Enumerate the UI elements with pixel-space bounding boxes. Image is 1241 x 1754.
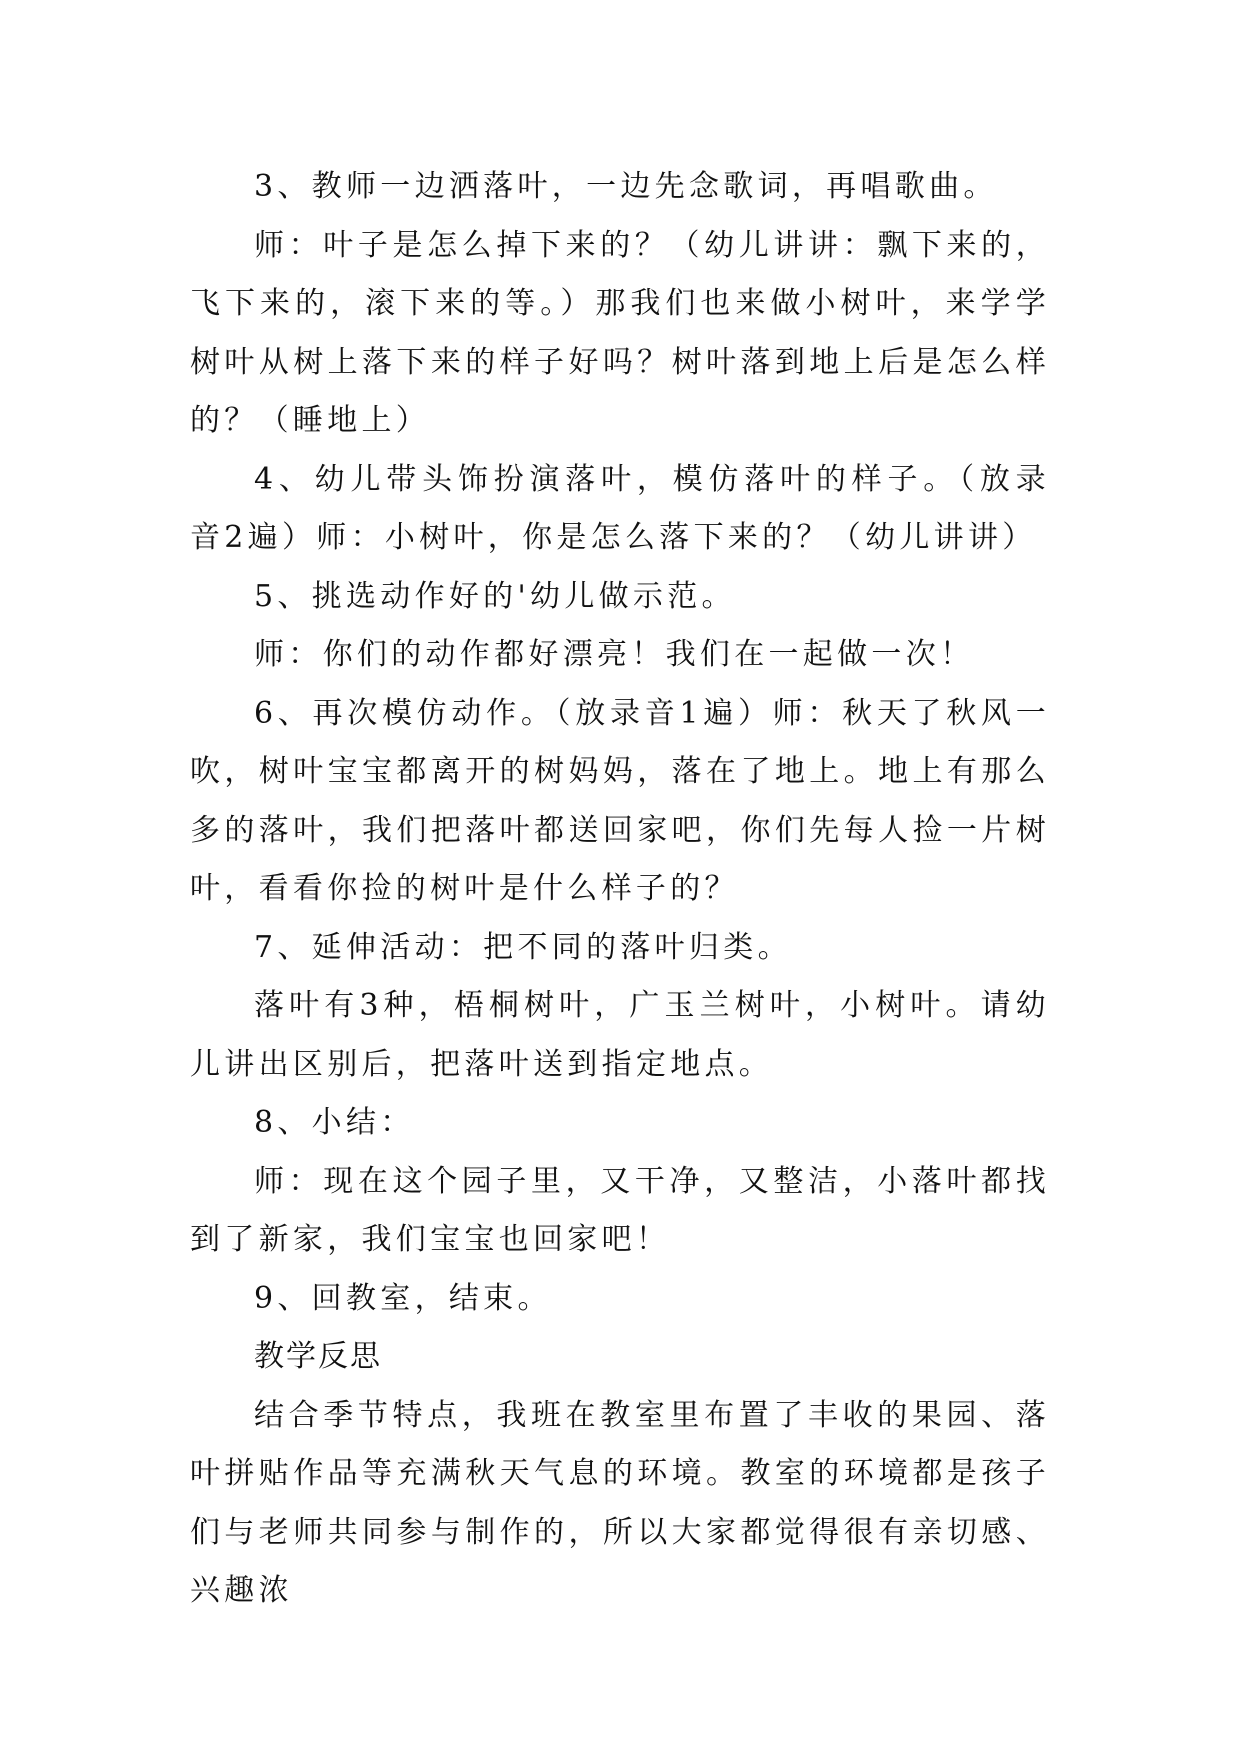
- document-page: [190, 158, 1050, 1621]
- paragraph-step-6: 6、再次模仿动作。（放录音1遍）师：秋天了秋风一吹，树叶宝宝都离开的树妈妈，落在了地上。地上有那么多的落叶，我们把落叶都送回家吧，你们先每人捡一片树叶，看看你捡的树叶是什么样子的？: [190, 695, 1050, 906]
- paragraph-step-3: 3、教师一边洒落叶，一边先念歌词，再唱歌曲。: [254, 169, 998, 204]
- paragraph-reflection-body: 结合季节特点，我班在教室里布置了丰收的果园、落叶拼贴作品等充满秋天气息的环境。教室的环境都是孩子们与老师共同参与制作的，所以大家都觉得很有亲切感、兴趣浓: [190, 1397, 1050, 1608]
- paragraph-step-8: 8、小结：: [254, 1105, 415, 1140]
- section-heading-reflection: 教学反思: [254, 1339, 382, 1374]
- paragraph-teacher-praise: 师：你们的动作都好漂亮！我们在一起做一次！: [254, 637, 975, 672]
- paragraph-step-9: 9、回教室，结束。: [254, 1280, 552, 1316]
- paragraph-teacher-summary: 师：现在这个园子里，又干净，又整洁，小落叶都找到了新家，我们宝宝也回家吧！: [190, 1163, 1050, 1257]
- paragraph-step-4: 4、幼儿带头饰扮演落叶，模仿落叶的样子。（放录音2遍）师：小树叶，你是怎么落下来的？（幼儿讲讲）: [190, 461, 1050, 555]
- paragraph-teacher-question-leaves: 师：叶子是怎么掉下来的？（幼儿讲讲：飘下来的，飞下来的，滚下来的等。）那我们也来做小树叶，来学学树叶从树上落下来的样子好吗？树叶落到地上后是怎么样的？（睡地上）: [190, 227, 1050, 438]
- paragraph-leaf-types: 落叶有3种，梧桐树叶，广玉兰树叶，小树叶。请幼儿讲出区别后，把落叶送到指定地点。: [190, 988, 1050, 1082]
- paragraph-step-5: 5、挑选动作好的'幼儿做示范。: [254, 578, 736, 614]
- paragraph-step-7: 7、延伸活动：把不同的落叶归类。: [254, 929, 792, 965]
